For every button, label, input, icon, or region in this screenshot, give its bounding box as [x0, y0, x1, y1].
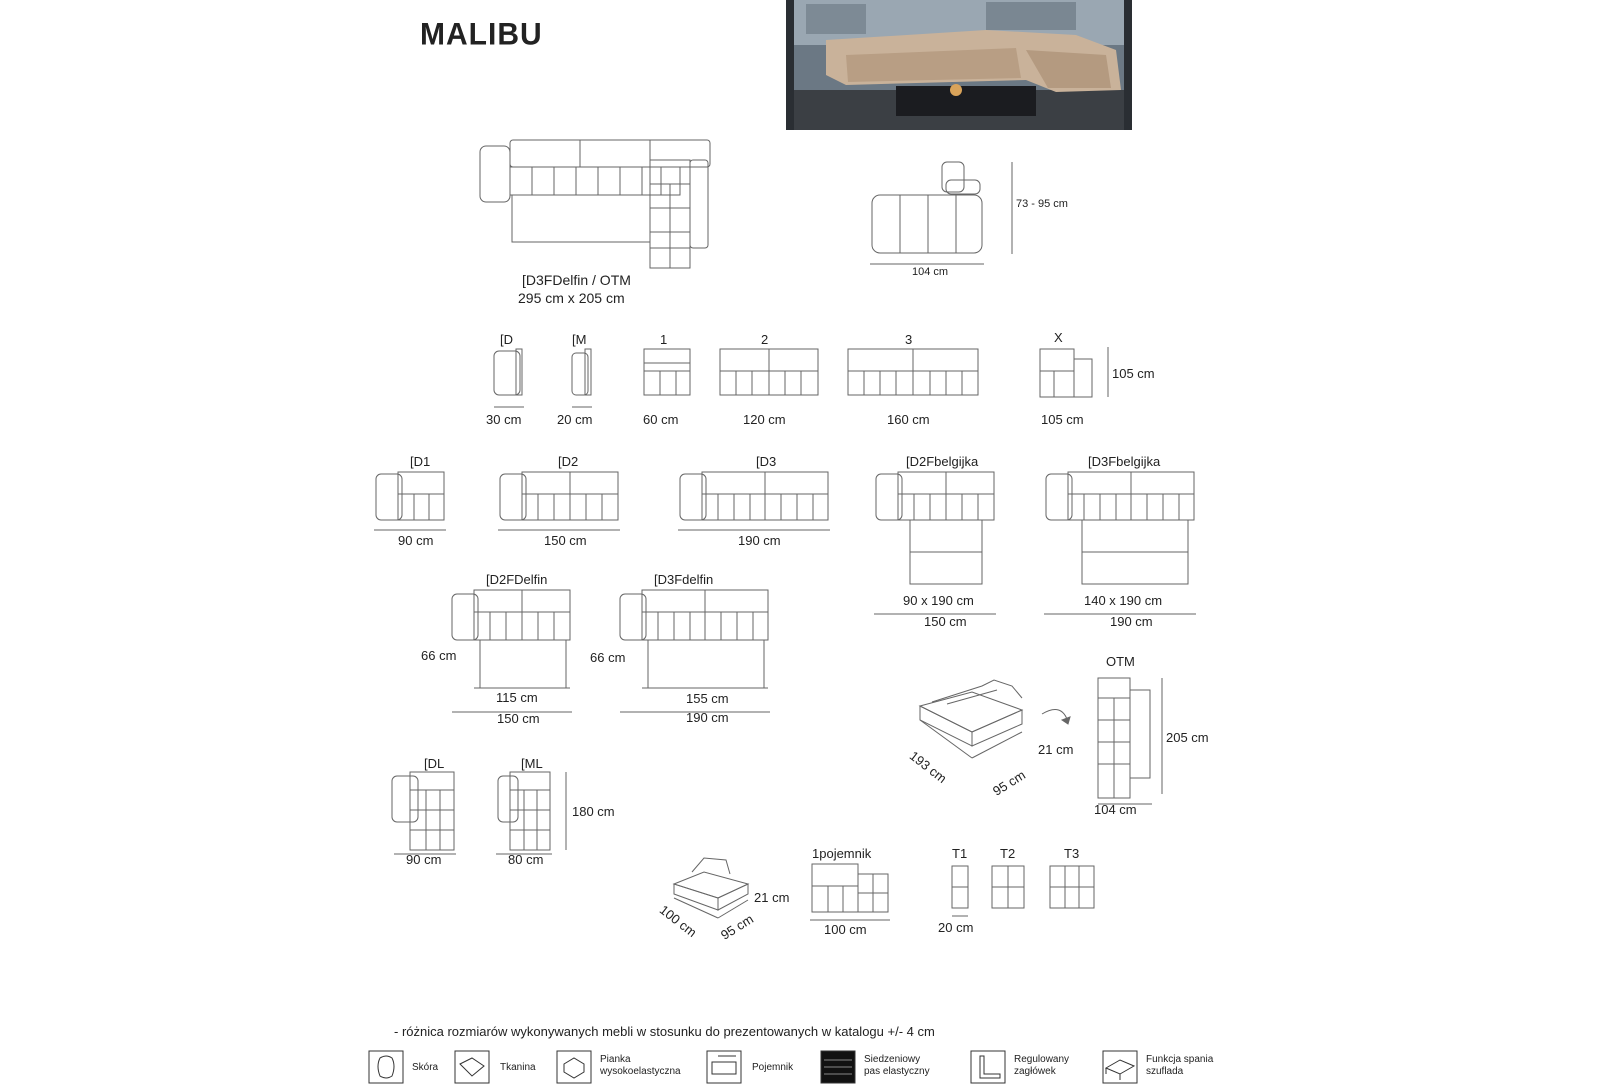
otm-storage: 21 cm: [1038, 742, 1074, 757]
module-width: 60 cm: [643, 412, 679, 427]
side-view-height: 73 - 95 cm: [1016, 198, 1068, 210]
main-set-size: 295 cm x 205 cm: [518, 290, 625, 306]
otm-height: 205 cm: [1166, 730, 1209, 745]
row4-drawing: [390, 770, 580, 860]
one-pojemnik-drawing: [808, 860, 892, 924]
leather-icon: [368, 1050, 404, 1084]
tables-drawing: [948, 862, 1098, 922]
module-code: [D2Fbelgijka: [906, 454, 979, 469]
module-width: 100 cm: [824, 922, 867, 937]
module-code: 1: [660, 332, 668, 347]
module-code: [D: [500, 332, 513, 347]
otm-code: OTM: [1106, 654, 1135, 669]
module-width: 120 cm: [743, 412, 786, 427]
sleep-function-icon: [1102, 1050, 1138, 1084]
main-set-drawing: [480, 140, 720, 280]
legend-label: Skóra: [412, 1062, 439, 1073]
module-width: 90 cm: [406, 852, 442, 867]
headrest-icon: [970, 1050, 1006, 1084]
module-code: [DL: [424, 756, 445, 771]
module-depth: 66 cm: [421, 648, 457, 663]
legend-label: Siedzeniowy pas elastyczny: [864, 1054, 930, 1077]
legend-item: [1102, 1050, 1242, 1086]
module-width: 150 cm: [924, 614, 967, 629]
row1-drawing: [488, 345, 1128, 417]
module-code: T3: [1064, 846, 1080, 861]
module-code: T2: [1000, 846, 1016, 861]
module-code: X: [1054, 330, 1063, 345]
module-width: 20 cm: [557, 412, 593, 427]
elastic-belt-icon: [820, 1050, 856, 1084]
module-depth: 66 cm: [590, 650, 626, 665]
module-code: [D1: [410, 454, 431, 469]
legend-item: [970, 1050, 1100, 1086]
module-width: 190 cm: [1110, 614, 1153, 629]
legend-label: Regulowany zagłówek: [1014, 1054, 1070, 1077]
module-width: 150 cm: [544, 533, 587, 548]
fabric-icon: [454, 1050, 490, 1084]
module-width: 90 cm: [398, 533, 434, 548]
module-width: 150 cm: [497, 711, 540, 726]
module-width: 160 cm: [887, 412, 930, 427]
row4-height: 180 cm: [572, 804, 615, 819]
module-code: [D2FDelfin: [486, 572, 548, 587]
legend-item: [556, 1050, 696, 1086]
side-view-depth: 104 cm: [912, 266, 949, 278]
module-code: [D3: [756, 454, 777, 469]
pojemnik-width: 95 cm: [718, 911, 756, 943]
pojemnik-length: 100 cm: [656, 902, 700, 941]
legend-item: [706, 1050, 816, 1086]
module-inner-width: 155 cm: [686, 691, 729, 706]
side-view-drawing: [870, 160, 990, 270]
row3-drawing: [450, 586, 790, 706]
module-code: [ML: [521, 756, 543, 771]
otm-width: 95 cm: [990, 767, 1028, 799]
module-height: 105 cm: [1112, 366, 1155, 381]
legend-label: Tkanina: [500, 1062, 536, 1073]
module-code: [D3Fdelfin: [654, 572, 714, 587]
module-code: [D2: [558, 454, 579, 469]
foam-icon: [556, 1050, 592, 1084]
pojemnik-storage: 21 cm: [754, 890, 790, 905]
legend-item: [368, 1050, 448, 1086]
module-width: 20 cm: [938, 920, 974, 935]
module-width: 30 cm: [486, 412, 522, 427]
module-code: [M: [572, 332, 587, 347]
legend-label: Funkcja spania szuflada: [1146, 1054, 1214, 1077]
legend-label: Pojemnik: [752, 1062, 794, 1073]
module-width: 190 cm: [738, 533, 781, 548]
module-code: 3: [905, 332, 913, 347]
module-bed-size: 140 x 190 cm: [1084, 593, 1163, 608]
module-width: 105 cm: [1041, 412, 1084, 427]
module-code: [D3Fbelgijka: [1088, 454, 1161, 469]
legend-item: [820, 1050, 960, 1086]
product-title: MALIBU: [420, 17, 543, 52]
product-photo: [786, 0, 1132, 130]
otm-drawing: [912, 672, 1172, 807]
module-width: 80 cm: [508, 852, 544, 867]
legend-item: [454, 1050, 544, 1086]
otm-length: 193 cm: [906, 748, 950, 787]
legend-label: Pianka wysokoelastyczna: [600, 1054, 681, 1077]
module-code: 2: [761, 332, 769, 347]
module-bed-size: 90 x 190 cm: [903, 593, 974, 608]
main-set-code: [D3FDelfin / OTM: [522, 272, 631, 288]
module-inner-width: 115 cm: [496, 690, 538, 705]
module-code: 1pojemnik: [812, 846, 872, 861]
module-code: T1: [952, 846, 968, 861]
size-tolerance-note: - różnica rozmiarów wykonywanych mebli w stosunku do prezentowanych w katalogu +/- 4 cm: [394, 1024, 935, 1039]
module-width: 190 cm: [686, 710, 729, 725]
otm-depth: 104 cm: [1094, 802, 1137, 817]
storage-icon: [706, 1050, 742, 1084]
